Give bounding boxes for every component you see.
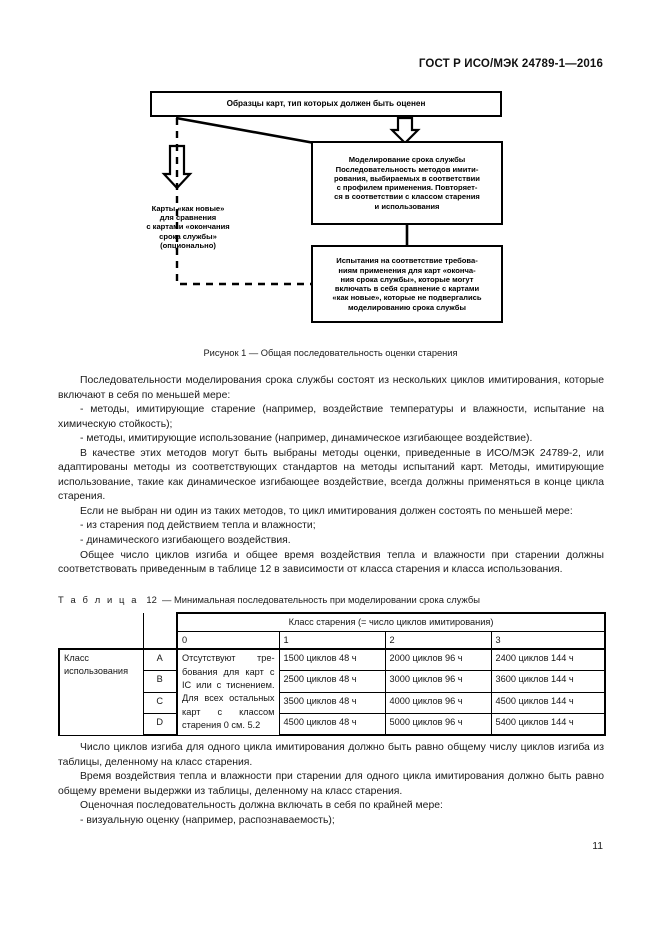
flowchart-box-as-new-cards-line-4: срока службы» (159, 231, 217, 241)
table-cell-b-3: 3600 циклов 144 ч (491, 671, 605, 692)
figure-1-caption: Рисунок 1 — Общая последовательность оценки старения (203, 348, 458, 358)
flowchart-box-conformance-tests-line-2: ниям применения для карт «оконча- (338, 265, 476, 275)
flowchart-box-lifecycle-simulation (311, 141, 503, 225)
flowchart-box-card-samples-label: Образцы карт, тип которых должен быть оценен (226, 99, 426, 108)
table-cell-class-d: D (143, 713, 177, 735)
flowchart-box-as-new-cards-line-2: для сравнения (159, 213, 217, 223)
table-row (59, 649, 605, 671)
table-cell-c-1: 3500 циклов 48 ч (279, 692, 385, 713)
table-12 (58, 612, 606, 736)
table-12-wrapper (58, 612, 604, 736)
paragraph-2-bullet-aging-methods: - методы, имитирующие старение (например, воздействие температуры и влажности, испытание на химическую стойкость); (58, 404, 604, 430)
table-cell-class-b: B (143, 671, 177, 692)
paragraph-3-bullet-usage-methods: - методы, имитирующие использование (например, динамическое изгибающее воздействие). (80, 433, 533, 445)
paragraph-11: Оценочная последовательность должна включать в себя по крайней мере: (80, 800, 443, 812)
flowchart-box-conformance-tests-line-6: моделированию срока службы (348, 302, 466, 312)
table-cell-d-2: 5000 циклов 96 ч (385, 713, 491, 735)
body-text-upper (58, 374, 604, 578)
body-text-lower (58, 741, 604, 828)
table-header-aging-col-1: 1 (279, 631, 385, 649)
paragraph-4: В качестве этих методов могут быть выбраны методы оценки, приведенные в ИСО/МЭК 24789-2, или адаптированы методы из соответствующих стандартов на методы испытаний карт. Методы, имитирующие использование, такие как динамическое изгибающее воздействие, всегда должны применяться в конце цикла старения. (58, 447, 604, 503)
paragraph-5: Если не выбран ни один из таких методов, то цикл имитирования должен состоять по меньшей мере: (80, 505, 573, 517)
table-12-title-label: Т а б л и ц а (58, 594, 139, 605)
flowchart-box-lifecycle-simulation-line-2: Последовательность методов имити- (335, 164, 479, 174)
flowchart-box-lifecycle-simulation-line-4: с профилем применения. Повторяет- (336, 183, 478, 192)
flowchart-box-conformance-tests-line-4: включать в себя сравнение с картами (334, 284, 480, 293)
table-row-aging-columns (59, 631, 605, 649)
flowchart-box-as-new-cards-line-3: с картами «окончания (146, 222, 230, 232)
flowchart-box-conformance-tests (311, 245, 503, 323)
table-cell-a-3: 2400 циклов 144 ч (491, 649, 605, 671)
table-header-aging-col-3: 3 (491, 631, 605, 649)
flowchart-box-as-new-cards-line-1: Карты «как новые» (151, 203, 225, 213)
paragraph-1: Последовательности моделирования срока службы состоят из нескольких циклов имитирования, которые включают в себя по меньшей мере: (58, 375, 604, 401)
arrow-samples-to-simulation (392, 118, 418, 143)
table-cell-a-2: 2000 циклов 96 ч (385, 649, 491, 671)
flowchart-box-lifecycle-simulation-line-3: рования, выбираемых в соответствии (334, 173, 480, 183)
figure-1-flowchart (58, 88, 603, 343)
paragraph-8: Общее число циклов изгиба и общее время воздействия тепла и влажности при старении должны соответствовать приведенным в таблице 12 в зависимости от класса старения и класса использования. (58, 549, 604, 576)
paragraph-10: Время воздействия тепла и влажности при старении для одного цикла имитирования должно быть равно общему времени выдержки из таблицы, деленному на класс старения. (58, 771, 604, 797)
flowchart-box-lifecycle-simulation-line-1: Моделирование срока службы (348, 155, 466, 165)
table-cell-d-3: 5400 циклов 144 ч (491, 713, 605, 735)
table-cell-class-a: A (143, 649, 177, 671)
flowchart-box-as-new-cards (108, 196, 268, 258)
table-cell-b-2: 3000 циклов 96 ч (385, 671, 491, 692)
flowchart-box-card-samples (150, 91, 502, 117)
connector-diagonal-line (176, 118, 320, 144)
flowchart-box-conformance-tests-line-1: Испытания на соответствие требова- (336, 256, 478, 266)
table-cell-class-c: C (143, 692, 177, 713)
paragraph-7-bullet-dynamic-bending: - динамического изгибающего воздействия. (80, 535, 291, 547)
table-12-title-text: — Минимальная последовательность при моделировании срока службы (162, 594, 480, 605)
flowchart-box-lifecycle-simulation-line-6: и использования (374, 201, 440, 211)
table-header-aging-col-2: 2 (385, 631, 491, 649)
table-cell-b-1: 2500 циклов 48 ч (279, 671, 385, 692)
table-row-aging-group-header (59, 613, 605, 631)
paragraph-12-bullet-visual-assessment: - визуальную оценку (например, распознаваемость); (80, 814, 335, 826)
table-cell-requirement-note: Отсутствуют требования для карт с IC или с тиснением. Для всех остальных карт с классом старения 0 см. 5.2 (177, 649, 279, 735)
table-header-aging-class: Класс старения (= число циклов имитирования) (177, 613, 605, 631)
document-header-standard-number: ГОСТ Р ИСО/МЭК 24789-1—2016 (418, 58, 603, 70)
paragraph-6-bullet-heat-humidity: - из старения под действием тепла и влажности; (80, 520, 316, 532)
table-cell-a-1: 1500 циклов 48 ч (279, 649, 385, 671)
flowchart-box-conformance-tests-line-3: ния срока службы», которые могут (340, 274, 474, 284)
arrow-samples-to-as-new (164, 146, 190, 188)
table-cell-c-2: 4000 циклов 96 ч (385, 692, 491, 713)
table-12-title (58, 594, 604, 605)
table-cell-use-class-label: Класс использования (59, 649, 143, 735)
page-number: 11 (592, 841, 603, 852)
flowchart-box-lifecycle-simulation-line-5: ся в соответствии с классом старения (334, 192, 480, 202)
table-cell-d-1: 4500 циклов 48 ч (279, 713, 385, 735)
flowchart-box-as-new-cards-line-5: (опционально) (160, 240, 216, 250)
table-12-title-number: 12 (146, 594, 157, 605)
table-cell-c-3: 4500 циклов 144 ч (491, 692, 605, 713)
paragraph-9: Число циклов изгиба для одного цикла имитирования должно быть равно общему числу циклов изгиба из таблицы, деленному на класс старения. (58, 742, 604, 768)
flowchart-box-conformance-tests-line-5: «как новые», которые не подвергались (332, 293, 482, 303)
table-header-aging-col-0: 0 (177, 631, 279, 649)
